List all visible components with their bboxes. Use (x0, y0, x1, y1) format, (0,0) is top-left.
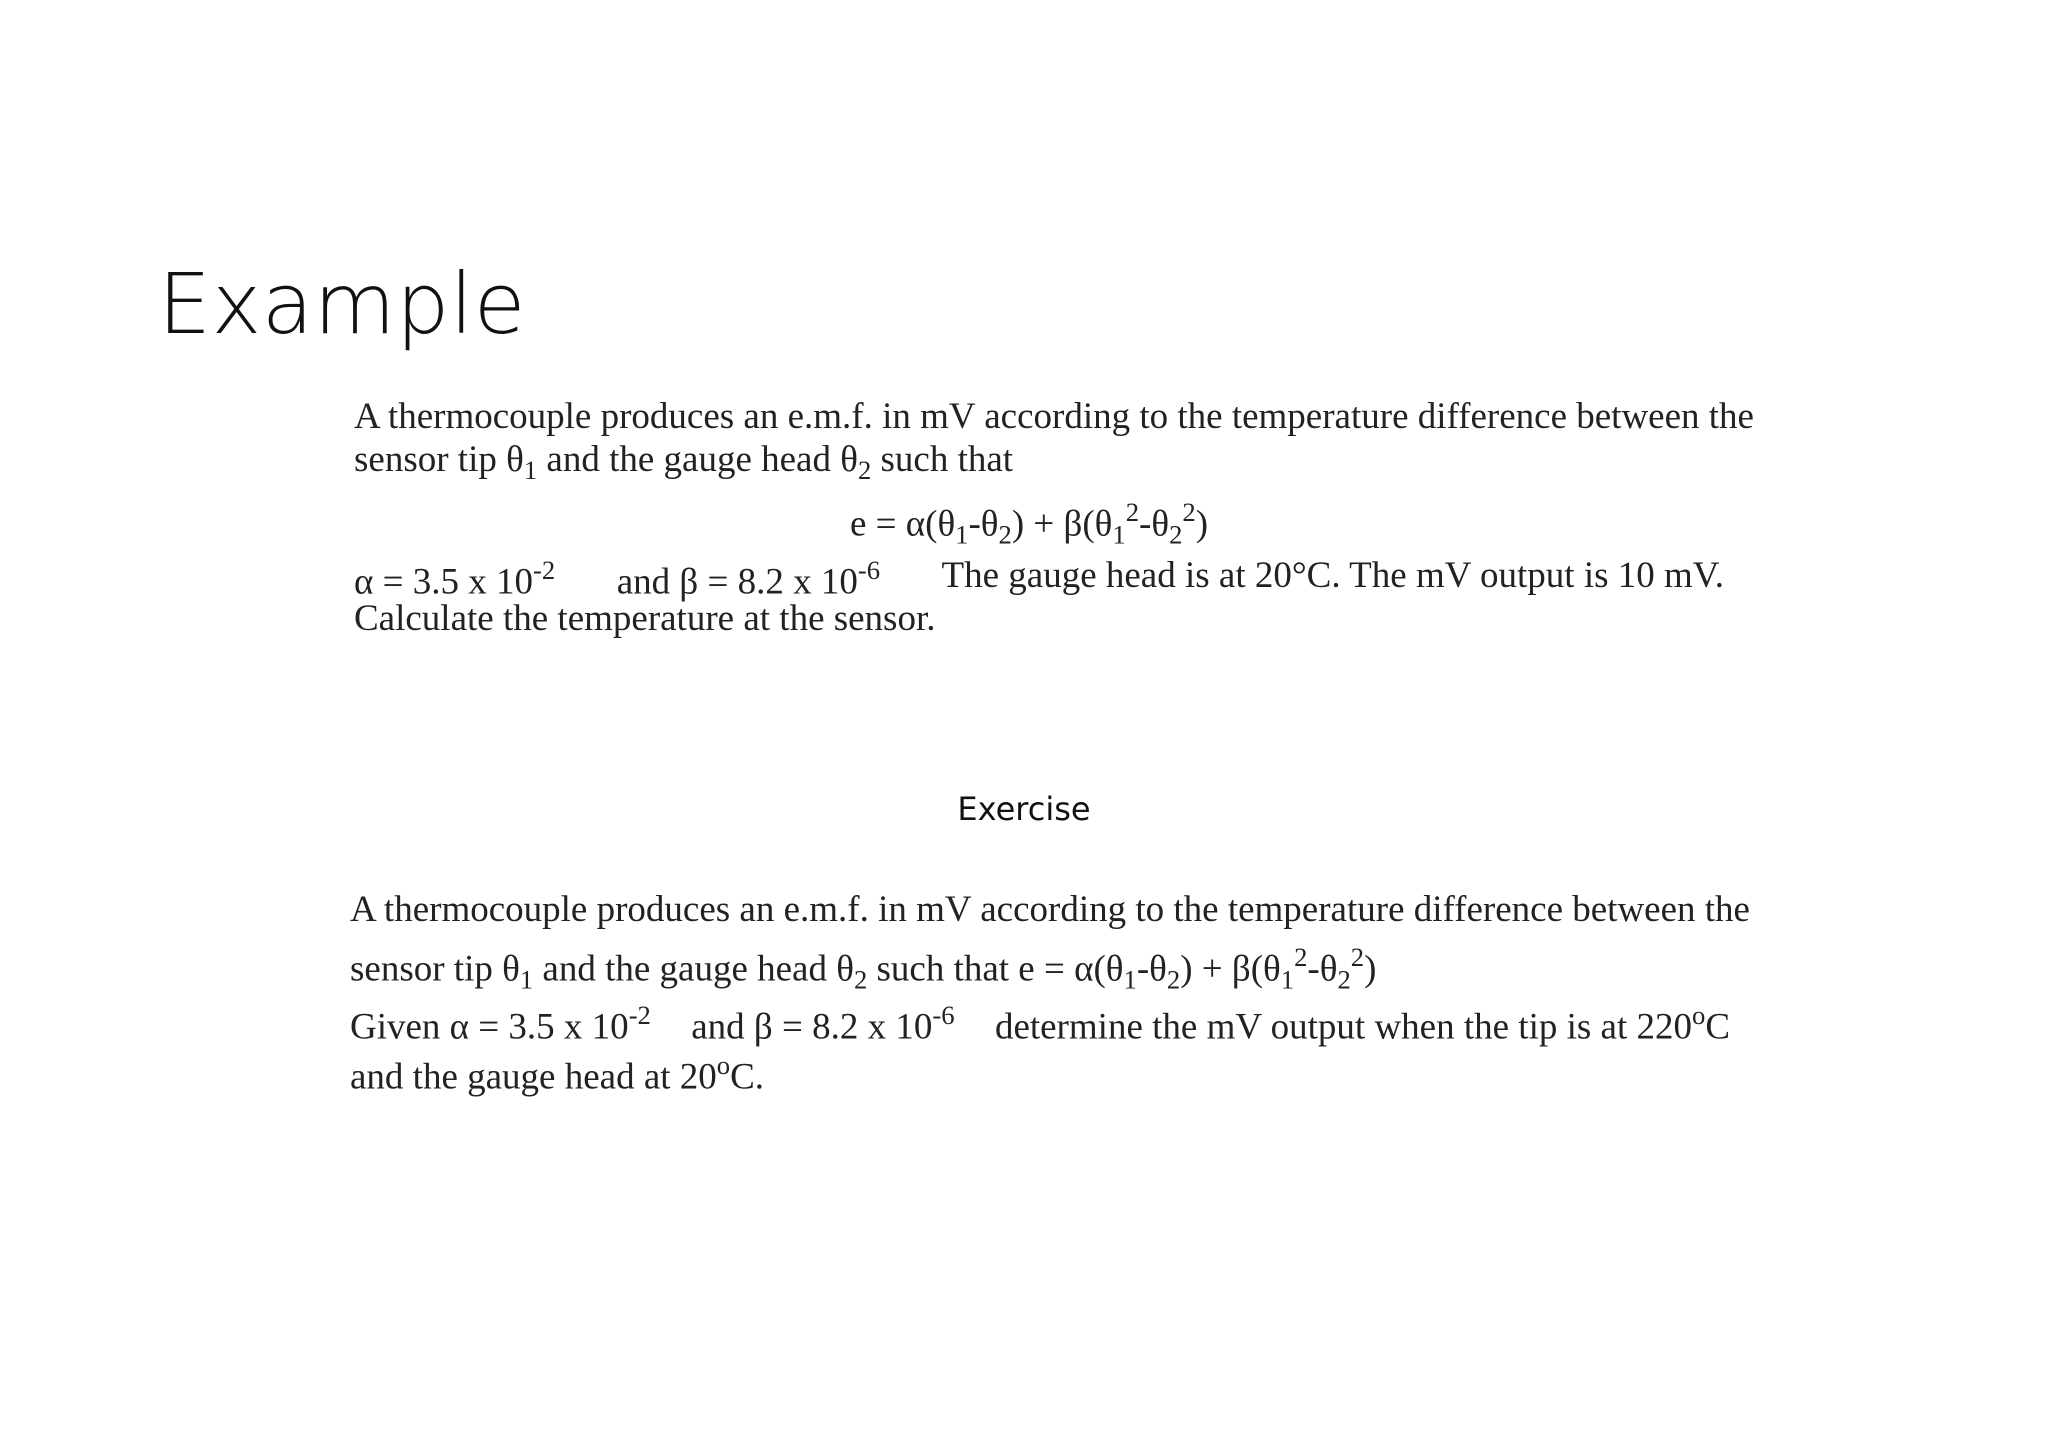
superscript: -2 (628, 1000, 651, 1030)
text-segment: and the gauge head at 20 (350, 1056, 717, 1098)
subscript: 1 (519, 964, 534, 995)
subscript: 1 (1280, 964, 1295, 995)
text-segment: C. (730, 1056, 765, 1098)
text-segment: α = 3.5 x 10 (354, 561, 534, 603)
example-beta (617, 557, 880, 601)
exercise-line-1-text: A thermocouple produces an e.m.f. in mV according to the temperature difference between the (350, 889, 1750, 930)
example-line-2 (354, 441, 1013, 484)
equation-segment: e = α(θ (849, 503, 956, 545)
subscript: 2 (853, 964, 868, 995)
superscript: 2 (1125, 497, 1140, 527)
text-segment: -θ (1136, 948, 1167, 990)
example-text-segment: sensor tip θ (354, 439, 524, 480)
subscript: 1 (523, 454, 538, 485)
exercise-alpha (350, 1002, 651, 1046)
example-text-segment: such that (871, 439, 1014, 480)
superscript: -6 (857, 555, 881, 585)
example-alpha (354, 557, 555, 601)
example-line-1 (354, 396, 1754, 437)
subscript: 2 (1169, 519, 1183, 550)
superscript: o (1692, 1000, 1706, 1030)
superscript: -6 (932, 1000, 955, 1030)
equation-segment: ) (1195, 503, 1209, 545)
exercise-line-2 (350, 944, 1376, 993)
exercise-determine (995, 1002, 1730, 1046)
example-gauge-text: The gauge head is at 20°C. The mV output is 10 mV. (941, 555, 1724, 596)
equation-segment: -θ (968, 503, 999, 545)
exercise-heading: Exercise (957, 790, 1091, 828)
example-equation (0, 499, 2048, 548)
exercise-line-4 (350, 1052, 764, 1096)
text-segment: and β = 8.2 x 10 (691, 1006, 933, 1048)
text-segment: C (1705, 1006, 1730, 1048)
example-line-4 (354, 557, 1724, 601)
text-segment: ) (1364, 948, 1377, 990)
superscript: o (716, 1050, 731, 1080)
example-text-segment: and the gauge head θ (537, 439, 858, 480)
text-segment: -θ (1307, 948, 1338, 990)
superscript: -2 (533, 555, 556, 585)
example-line-5: Calculate the temperature at the sensor. (354, 598, 936, 639)
exercise-beta (691, 1002, 954, 1046)
subscript: 2 (998, 519, 1012, 550)
text-segment: determine the mV output when the tip is at 220 (994, 1006, 1692, 1048)
subscript: 1 (1123, 964, 1137, 995)
equation-segment: ) + β(θ (1011, 503, 1113, 545)
exercise-line-3 (350, 1002, 1730, 1046)
text-segment: sensor tip θ (350, 948, 520, 990)
text-segment: and β = 8.2 x 10 (616, 561, 858, 603)
subscript: 2 (857, 454, 872, 485)
text-segment: Given α = 3.5 x 10 (350, 1006, 629, 1048)
text-segment: such that e = α(θ (867, 948, 1124, 990)
subscript: 2 (1166, 964, 1181, 995)
superscript: 2 (1294, 942, 1308, 972)
slide-title: Example (158, 255, 526, 353)
equation-segment: -θ (1139, 503, 1170, 545)
text-segment: and the gauge head θ (533, 948, 854, 990)
superscript: 2 (1350, 942, 1365, 972)
exercise-line-1 (350, 889, 1750, 930)
superscript: 2 (1182, 497, 1196, 527)
subscript: 1 (955, 519, 969, 550)
example-line-1-text: A thermocouple produces an e.m.f. in mV according to the temperature difference between the (354, 396, 1754, 437)
subscript: 1 (1112, 519, 1126, 550)
text-segment: ) + β(θ (1180, 948, 1281, 990)
subscript: 2 (1337, 964, 1351, 995)
